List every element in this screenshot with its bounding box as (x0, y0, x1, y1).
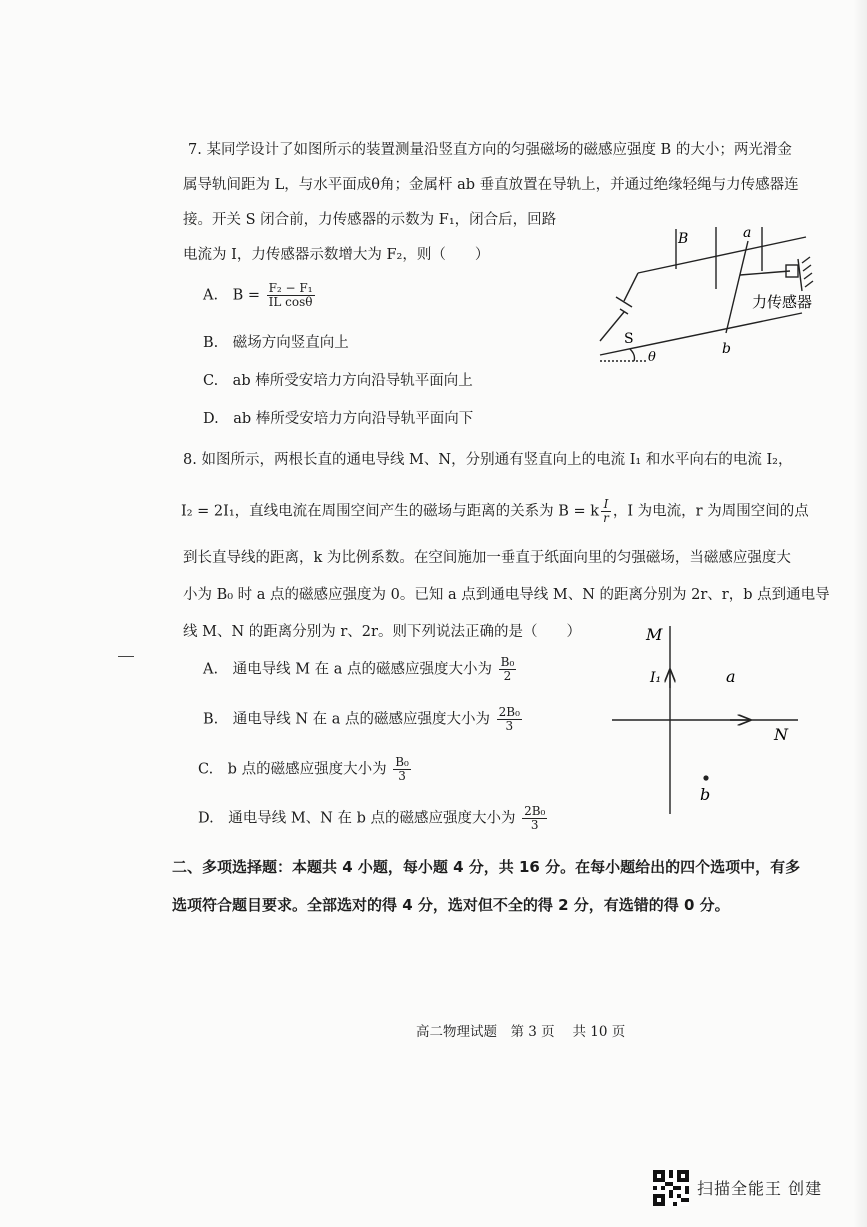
q8-stem-line-4: 小为 B₀ 时 a 点的磁感应强度为 0。已知 a 点到通电导线 M、N 的距离分别为 2r、r，b 点到通电导 (183, 587, 830, 603)
page-footer: 高二物理试题 第 3 页 共 10 页 (416, 1024, 626, 1040)
label-theta: θ (648, 350, 656, 365)
scan-mark (118, 656, 134, 657)
q7-stem-line-2: 属导轨间距为 L，与水平面成θ角；金属杆 ab 垂直放置在导轨上，并通过绝缘轻绳与力传感器连 (183, 177, 799, 193)
q8-formula-numerator: I (601, 498, 611, 512)
page-edge-shadow (853, 0, 867, 1227)
label-M: M (646, 625, 663, 644)
q8-option-c-fraction (393, 756, 411, 783)
q7-option-c: C. ab 棒所受安培力方向沿导轨平面向上 (203, 373, 473, 389)
point-b-dot (703, 775, 708, 780)
label-I1: I₁ (650, 670, 662, 686)
q8-stem-line-2 (181, 498, 809, 525)
rod-ab (726, 241, 748, 333)
q7-option-a (203, 282, 317, 309)
label-a: a (726, 667, 736, 686)
label-b: b (722, 341, 731, 357)
section-2-line-1: 二、多项选择题：本题共 4 小题，每小题 4 分，共 16 分。在每小题给出的四个选项中，有多 (172, 858, 801, 876)
q8-stem-line-1: 8. 如图所示，两根长直的通电导线 M、N，分别通有竖直向上的电流 I₁ 和水平向右的电流 I₂， (183, 452, 793, 468)
q8-stem-line-3: 到长直导线的距离，k 为比例系数。在空间施加一垂直于纸面向里的匀强磁场，当磁感应强度大 (183, 550, 791, 566)
q8-option-a-numerator: B₀ (500, 655, 515, 669)
upper-rail (638, 237, 806, 273)
q7-stem-line-1: 7. 某同学设计了如图所示的装置测量沿竖直方向的匀强磁场的磁感应强度 B 的大小；两光滑金 (188, 142, 792, 158)
q8-option-c-text: C. b 点的磁感应强度大小为 (198, 761, 387, 778)
q8-option-d-denominator: 3 (530, 818, 539, 832)
q7-option-a-fraction (267, 282, 315, 309)
q7-option-d: D. ab 棒所受安培力方向沿导轨平面向下 (203, 411, 474, 427)
q8-option-b-text: B. 通电导线 N 在 a 点的磁感应强度大小为 (203, 711, 491, 728)
label-B: B (678, 231, 689, 247)
q8-figure-two-wires (610, 618, 810, 818)
circuit-wire (624, 273, 638, 301)
q8-option-a (203, 656, 518, 683)
q8-option-a-text: A. 通电导线 M 在 a 点的磁感应强度大小为 (203, 661, 493, 678)
label-S: S (624, 331, 634, 347)
q8-option-b (203, 706, 524, 733)
battery-plate-long (616, 297, 632, 307)
label-N: N (774, 725, 788, 744)
label-b: b (700, 785, 711, 804)
label-a: a (743, 225, 752, 241)
q8-stem-line-5: 线 M、N 的距离分别为 r、2r。则下列说法正确的是（ ） (183, 624, 581, 640)
q8-option-c (198, 756, 413, 783)
q7-option-a-denominator: IL cosθ (268, 295, 313, 309)
battery-plate-short (620, 309, 628, 314)
q7-figure-rails-apparatus (590, 215, 820, 375)
q7-option-a-numerator: F₂ − F₁ (268, 281, 313, 295)
q8-option-d-fraction (522, 805, 547, 832)
q8-option-d (198, 805, 549, 832)
section-2-line-2: 选项符合题目要求。全部选对的得 4 分，选对但不全的得 2 分，有选错的得 0 分。 (172, 896, 730, 914)
q8-option-c-denominator: 3 (398, 769, 406, 783)
insulating-string (740, 271, 790, 275)
q8-option-b-numerator: 2B₀ (498, 705, 520, 719)
q8-option-a-denominator: 2 (503, 669, 512, 683)
q8-option-d-numerator: 2B₀ (524, 804, 546, 818)
switch-S (600, 312, 624, 341)
q8-option-b-fraction (497, 706, 522, 733)
q8-option-d-text: D. 通电导线 M、N 在 b 点的磁感应强度大小为 (198, 810, 516, 827)
q7-option-b: B. 磁场方向竖直向上 (203, 335, 349, 351)
q8-line2-part-a: I₂ = 2I₁，直线电流在周围空间产生的磁场与距离的关系为 B = k (181, 503, 600, 520)
q8-option-a-fraction (499, 656, 517, 683)
q7-option-a-prefix: A. B = (203, 287, 260, 304)
q7-stem-line-4: 电流为 I，力传感器示数增大为 F₂，则（ ） (183, 247, 490, 263)
q8-formula-fraction (601, 498, 611, 525)
q8-option-c-numerator: B₀ (395, 755, 409, 769)
q8-line2-part-b: ，I 为电流，r 为周围空间的点 (612, 503, 809, 520)
q7-stem-line-3: 接。开关 S 闭合前，力传感器的示数为 F₁，闭合后，回路 (183, 212, 557, 228)
label-force-sensor: 力传感器 (752, 293, 813, 311)
qr-code-icon (653, 1170, 689, 1206)
q8-option-b-denominator: 3 (505, 719, 514, 733)
scanner-watermark: 扫描全能王 创建 (697, 1179, 823, 1198)
q8-formula-denominator: r (603, 511, 609, 525)
angle-arc (630, 349, 635, 361)
